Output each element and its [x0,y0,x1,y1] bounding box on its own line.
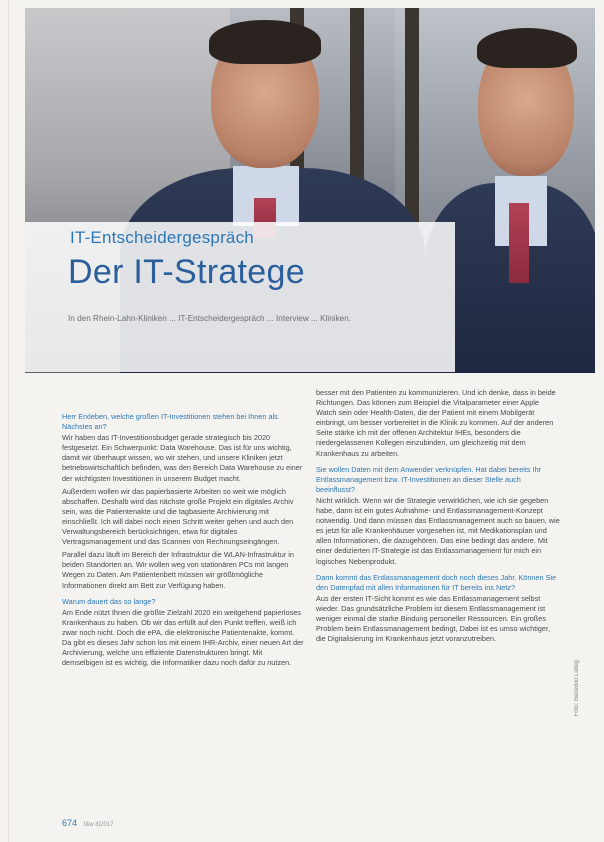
answer-paragraph: besser mit den Patienten zu kommunizieren. Und ich denke, dass in beide Richtungen. Das können zum Beispiel die Vitalparameter einer Apple Watch sein oder Health-Daten, die der Patient mit einem Mobilgerät einbringt, um besser vorbereitet in die Klinik zu kommen. Auf der anderen Seite stärke ich mit der offenen Architektur IHEs, besonders die niedergelassenen Kollegen einzubinden, um gleichzeitig mit dem Krankenhaus zu arbeiten. [316,388,556,458]
answer-paragraph: Am Ende nützt Ihnen die größte Zielzahl 2020 ein weitgehend papierloses Krankenhaus zu haben. Ob wir das erfüllt auf den Punkt treffen, weiß ich zwar noch nicht. Doch die ePA, die elektronische Patientenakte, kommt. Da gibt es dieses Jahr schon los mit einem IHR-Archiv, einer neuen Art der Archivierung, welche uns effiziente Datenstrukturen bringt. Mit demselbigen ist es wichtig, die Informatiker dazu noch dafür zu nutzen. [62,607,304,668]
question: Sie wollen Daten mit dem Anwender verknüpfen. Hat dabei bereits Ihr Entlassmanagement bzw. IT-Investitionen an dieser Stelle auch beeinflusst? [316,464,542,494]
answer-paragraph: Nicht wirklich. Wenn wir die Strategie verwirklichen, wie ich sie gegeben habe, dann ist ein gutes Aufnahme- und Entlassmanagement-Konzept notwendig. Und dann müssen das Entlassmanagement auch so bauen, wie es jetzt für alle Krankenhäuser vorgesehen ist, mit Medikationsplan und allen Informationen, die dazugehören. Das eine bedingt das andere. Mit einer dedizierten IT-Strategie ist das Entlassmanagement für mich ein logisches Nebenprodukt. [316,495,560,566]
issue-label: f&w 8|2017 [83,822,114,828]
text-column-left [62,406,304,671]
question: Herr Erxleben, welche großen IT-Investitionen stehen bei Ihnen als Nächstes an? [62,412,278,432]
answer-paragraph: Wir haben das IT-Investitionsbudget gerade strategisch bis 2020 festgesetzt. Ein Schwerpunkt: Data Warehouse. Das ist für uns wichtig, damit wir überhaupt wissen, wo wir stehen, und unsere Kliniken jetzt betriebswirtschaftlich befinden, was den Bereich Data Warehouse zu einer der wichtigsten Investitionen in unserem Budget macht. [62,433,303,483]
lead-text: In den Rhein-Lahn-Kliniken ... IT-Entscheidergespräch ... Interview ... Kliniken. [68,314,352,323]
text-column-right [316,388,560,647]
page-footer [62,818,113,828]
answer-paragraph: Aus der ersten IT-Sicht kommt es wie das Entlassmanagement selbst wieder. Das grundsätzliche Problem ist diesem Entlassmanagement ist weniger einmal die starke Bindung personeller Ressourcen. Ein großes Problem beim Entlassmanagement bedingt, Dabei ist es umso wichtiger, die Digitalisierung im Krankenhaus jetzt voranzutreiben. [316,593,551,644]
photo-credit: Foto: Benedikt Liebig [574,660,580,717]
question: Dann kommt das Entlassmanagement doch noch dieses Jahr. Können Sie den Datenpfad mit allen Informationen für IT bereits ins Netz? [316,572,557,592]
page-number: 674 [62,818,78,828]
kicker: IT-Entscheidergespräch [70,228,254,247]
answer-paragraph: Parallel dazu läuft im Bereich der Infrastruktur die WLAN-Infrastruktur in beiden Standorten an. Wir wollen weg von stationären PCs mit langen Wegen zu Daten. Am Patientenbett müssen wir größtmögliche Informationen direkt am Bett zur Verfügung haben. [62,550,294,590]
answer-paragraph: Außerdem wollen wir das papierbasierte Arbeiten so weit wie möglich abschaffen. Deshalb wird das nächste große Projekt ein digitales Archiv sein, was die Patientenakte und die tagbasierte Archivierung mit einschließt. Ich will dabei noch einen Schritt weiter gehen und auch den Verwaltungsbereich berücksichtigen, etwa für digitales Vertragsmanagement und das Scannen von Rechnungseingängen. [62,486,294,547]
page-title: Der IT-Stratege [68,253,305,291]
question: Warum dauert das so lange? [62,596,156,606]
binder-edge [8,0,9,842]
